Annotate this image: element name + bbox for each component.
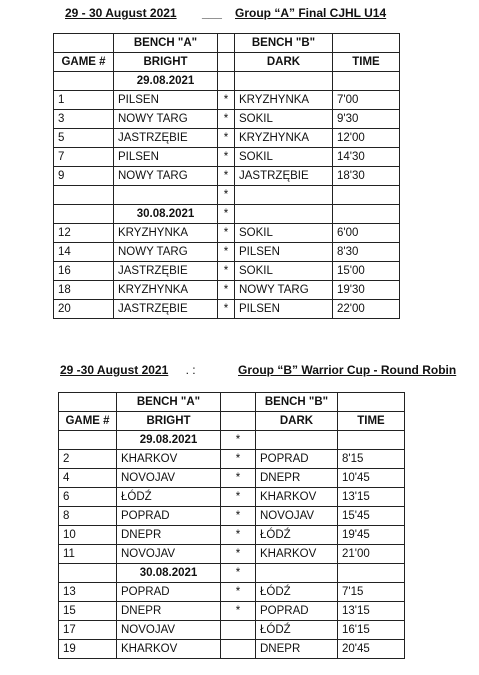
header-dark: DARK xyxy=(235,53,333,72)
date-star: * xyxy=(221,564,256,583)
vs-star: * xyxy=(218,262,235,281)
team-dark: PILSEN xyxy=(235,300,333,319)
game-time: 15'00 xyxy=(333,262,400,281)
team-dark: ŁÓDŹ xyxy=(256,583,338,602)
vs-star: * xyxy=(218,281,235,300)
group-a-gap: ___ xyxy=(201,6,222,20)
game-number: 7 xyxy=(54,148,114,167)
header-star-empty xyxy=(221,412,256,431)
team-bright: KRYZHYNKA xyxy=(114,281,218,300)
header-empty-time xyxy=(333,34,400,53)
vs-star: * xyxy=(218,300,235,319)
header-row-bench xyxy=(59,393,405,412)
team-dark: ŁÓDŹ xyxy=(256,621,338,640)
game-time: 19'45 xyxy=(338,526,405,545)
game-number: 3 xyxy=(54,110,114,129)
team-dark: POPRAD xyxy=(256,602,338,621)
date-empty xyxy=(256,564,338,583)
team-bright: PILSEN xyxy=(114,148,218,167)
game-time: 22'00 xyxy=(333,300,400,319)
team-bright: KHARKOV xyxy=(117,640,221,659)
game-number: 1 xyxy=(54,91,114,110)
vs-star: * xyxy=(221,545,256,564)
date-label: 30.08.2021 xyxy=(114,205,218,224)
spacer-row xyxy=(54,186,400,205)
team-dark: SOKIL xyxy=(235,148,333,167)
group-a-schedule-table xyxy=(53,33,400,319)
team-bright: NOVOJAV xyxy=(117,621,221,640)
header-bright: BRIGHT xyxy=(114,53,218,72)
game-number: 9 xyxy=(54,167,114,186)
team-bright: NOWY TARG xyxy=(114,110,218,129)
team-dark: KRYZHYNKA xyxy=(235,91,333,110)
team-dark: SOKIL xyxy=(235,224,333,243)
header-star-empty xyxy=(218,53,235,72)
team-bright: POPRAD xyxy=(117,507,221,526)
team-dark: DNEPR xyxy=(256,640,338,659)
date-empty xyxy=(333,205,400,224)
date-label: 30.08.2021 xyxy=(117,564,221,583)
game-time: 7'00 xyxy=(333,91,400,110)
date-empty xyxy=(338,431,405,450)
game-time: 6'00 xyxy=(333,224,400,243)
game-number: 20 xyxy=(54,300,114,319)
table-row xyxy=(59,545,405,564)
game-number: 19 xyxy=(59,640,117,659)
vs-star: * xyxy=(221,602,256,621)
game-time: 20'45 xyxy=(338,640,405,659)
header-row-bench xyxy=(54,34,400,53)
team-dark: SOKIL xyxy=(235,110,333,129)
vs-star: * xyxy=(221,469,256,488)
table-row xyxy=(54,281,400,300)
team-bright: JASTRZĘBIE xyxy=(114,300,218,319)
game-time: 14'30 xyxy=(333,148,400,167)
date-empty xyxy=(338,564,405,583)
game-number: 11 xyxy=(59,545,117,564)
game-time: 21'00 xyxy=(338,545,405,564)
game-number: 18 xyxy=(54,281,114,300)
table-row xyxy=(59,583,405,602)
vs-star: * xyxy=(218,129,235,148)
vs-star xyxy=(221,621,256,640)
team-dark: DNEPR xyxy=(256,469,338,488)
group-a-date: 29 - 30 August 2021 xyxy=(65,6,177,20)
header-star-empty xyxy=(218,34,235,53)
date-label: 29.08.2021 xyxy=(117,431,221,450)
date-star: * xyxy=(218,205,235,224)
vs-star: * xyxy=(218,167,235,186)
spacer-cell xyxy=(114,186,218,205)
spacer-cell xyxy=(54,186,114,205)
team-dark: NOWY TARG xyxy=(235,281,333,300)
header-time: TIME xyxy=(338,412,405,431)
group-b-date: 29 -30 August 2021 xyxy=(60,363,169,377)
vs-star: * xyxy=(218,110,235,129)
header-bright: BRIGHT xyxy=(117,412,221,431)
date-empty xyxy=(235,72,333,91)
group-b-gap: . : xyxy=(185,363,196,377)
group-a-heading xyxy=(65,6,387,20)
game-time: 19'30 xyxy=(333,281,400,300)
team-dark: SOKIL xyxy=(235,262,333,281)
vs-star: * xyxy=(218,224,235,243)
team-dark: POPRAD xyxy=(256,450,338,469)
game-number: 2 xyxy=(59,450,117,469)
date-empty xyxy=(59,431,117,450)
spacer-cell xyxy=(235,186,333,205)
header-dark: DARK xyxy=(256,412,338,431)
header-bench-b: BENCH "B" xyxy=(235,34,333,53)
game-time: 7'15 xyxy=(338,583,405,602)
team-bright: PILSEN xyxy=(114,91,218,110)
game-time: 10'45 xyxy=(338,469,405,488)
vs-star: * xyxy=(221,450,256,469)
date-row xyxy=(59,431,405,450)
team-bright: KHARKOV xyxy=(117,450,221,469)
date-empty xyxy=(54,72,114,91)
header-bench-a: BENCH "A" xyxy=(114,34,218,53)
group-a-title: Group “A” Final CJHL U14 xyxy=(235,6,387,20)
header-game: GAME # xyxy=(54,53,114,72)
header-row-columns xyxy=(54,53,400,72)
header-bench-b: BENCH "B" xyxy=(256,393,338,412)
table-row xyxy=(54,224,400,243)
game-time: 13'15 xyxy=(338,488,405,507)
team-bright: DNEPR xyxy=(117,526,221,545)
header-row-columns xyxy=(59,412,405,431)
date-empty xyxy=(59,564,117,583)
date-row xyxy=(59,564,405,583)
team-dark: JASTRZĘBIE xyxy=(235,167,333,186)
team-dark: KHARKOV xyxy=(256,488,338,507)
date-empty xyxy=(256,431,338,450)
header-empty xyxy=(54,34,114,53)
table-row xyxy=(59,450,405,469)
table-row xyxy=(54,243,400,262)
game-number: 5 xyxy=(54,129,114,148)
table-row xyxy=(59,507,405,526)
team-dark: KHARKOV xyxy=(256,545,338,564)
spacer-cell xyxy=(333,186,400,205)
group-b-schedule-table xyxy=(58,392,405,659)
vs-star: * xyxy=(221,583,256,602)
vs-star: * xyxy=(221,488,256,507)
table-row xyxy=(54,148,400,167)
game-time: 18'30 xyxy=(333,167,400,186)
team-dark: PILSEN xyxy=(235,243,333,262)
game-number: 8 xyxy=(59,507,117,526)
team-bright: DNEPR xyxy=(117,602,221,621)
table-row xyxy=(54,110,400,129)
table-row xyxy=(54,129,400,148)
team-bright: POPRAD xyxy=(117,583,221,602)
team-bright: NOVOJAV xyxy=(117,545,221,564)
vs-star xyxy=(221,640,256,659)
table-row xyxy=(59,640,405,659)
date-row xyxy=(54,205,400,224)
table-row xyxy=(59,602,405,621)
game-number: 15 xyxy=(59,602,117,621)
game-time: 8'15 xyxy=(338,450,405,469)
header-star-empty xyxy=(221,393,256,412)
game-number: 6 xyxy=(59,488,117,507)
date-row xyxy=(54,72,400,91)
team-bright: JASTRZĘBIE xyxy=(114,129,218,148)
table-row xyxy=(59,526,405,545)
header-empty xyxy=(59,393,117,412)
game-number: 12 xyxy=(54,224,114,243)
table-row xyxy=(54,91,400,110)
game-number: 13 xyxy=(59,583,117,602)
team-bright: NOWY TARG xyxy=(114,243,218,262)
game-number: 10 xyxy=(59,526,117,545)
vs-star: * xyxy=(221,507,256,526)
game-time: 16'15 xyxy=(338,621,405,640)
team-dark: ŁÓDŹ xyxy=(256,526,338,545)
team-bright: JASTRZĘBIE xyxy=(114,262,218,281)
header-bench-a: BENCH "A" xyxy=(117,393,221,412)
date-empty xyxy=(54,205,114,224)
table-row xyxy=(54,300,400,319)
table-row xyxy=(54,262,400,281)
vs-star: * xyxy=(218,148,235,167)
game-time: 12'00 xyxy=(333,129,400,148)
date-star xyxy=(218,72,235,91)
date-empty xyxy=(333,72,400,91)
table-row xyxy=(59,621,405,640)
team-bright: NOVOJAV xyxy=(117,469,221,488)
team-bright: NOWY TARG xyxy=(114,167,218,186)
game-time: 15'45 xyxy=(338,507,405,526)
game-time: 8'30 xyxy=(333,243,400,262)
game-time: 13'15 xyxy=(338,602,405,621)
group-b-title: Group “B” Warrior Cup - Round Robin xyxy=(238,363,457,377)
game-number: 14 xyxy=(54,243,114,262)
team-bright: KRYZHYNKA xyxy=(114,224,218,243)
table-row xyxy=(59,469,405,488)
table-row xyxy=(54,167,400,186)
game-time: 9'30 xyxy=(333,110,400,129)
game-number: 17 xyxy=(59,621,117,640)
team-dark: KRYZHYNKA xyxy=(235,129,333,148)
group-b-heading xyxy=(60,363,457,377)
team-bright: ŁÓDŹ xyxy=(117,488,221,507)
game-number: 4 xyxy=(59,469,117,488)
date-label: 29.08.2021 xyxy=(114,72,218,91)
date-empty xyxy=(235,205,333,224)
vs-star: * xyxy=(221,526,256,545)
date-star: * xyxy=(221,431,256,450)
header-time: TIME xyxy=(333,53,400,72)
table-row xyxy=(59,488,405,507)
team-dark: NOVOJAV xyxy=(256,507,338,526)
vs-star: * xyxy=(218,91,235,110)
spacer-star: * xyxy=(218,186,235,205)
vs-star: * xyxy=(218,243,235,262)
game-number: 16 xyxy=(54,262,114,281)
header-game: GAME # xyxy=(59,412,117,431)
header-empty-time xyxy=(338,393,405,412)
